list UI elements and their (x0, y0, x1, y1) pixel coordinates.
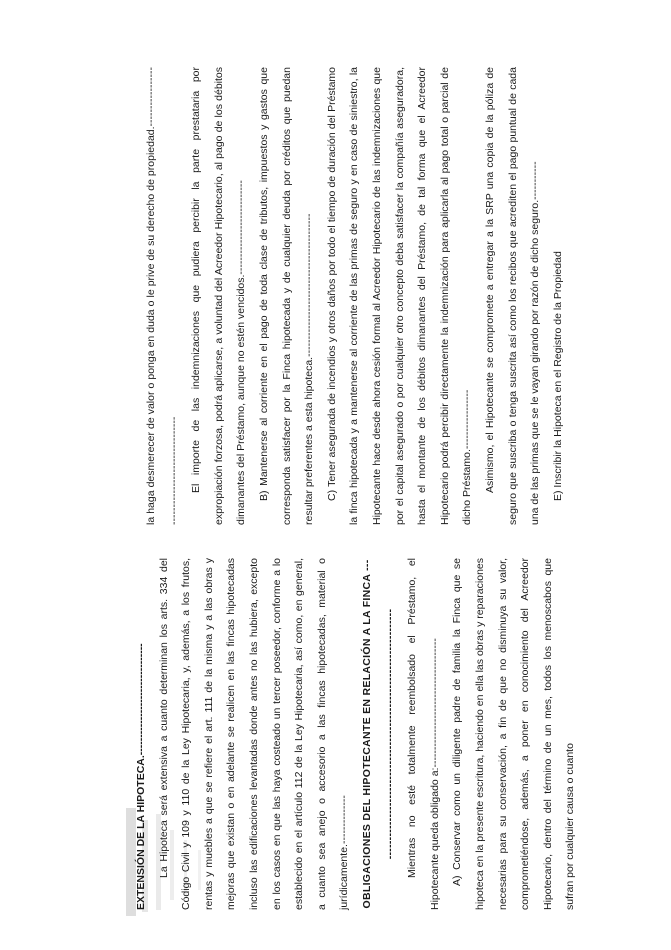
heading-obligations: OBLIGACIONES DEL HIPOTECANTE EN RELACIÓN A LA FINCA --------------------------------------------------------------------- (360, 559, 396, 909)
right-text-column (140, 67, 569, 525)
paragraph-item-c: C) Tener asegurada de incendios y otros daños por todo el tiempo de duración del Préstamo la finca hipotecada y a mantenerse al corriente de las primas de seguro y en caso de siniestro, la Hipotecante hace desde ahora cesión formal al Acreedor Hipotecario de las indemnizaciones que por el capital asegurado o por cualquier otro concepto deba satisfacer la compañía aseguradora, hasta el montante de los débitos dimanantes del Préstamo, de tal forma que el Acreedor Hipotecario podrá percibir directamente la indemnización para aplicarla al pago total o parcial de dicho Préstamo.----------------- (325, 67, 474, 525)
rotated-document-body (0, 50, 671, 950)
paragraph-item-a: A) Conservar como un diligente padre de familia la Finca que se hipoteca en la presente escritura, haciendo en ella las obras y reparaciones necesarias para su conservación, a fin de que no disminuya su valor, comprometiéndose, además, a poner en conocimiento del Acreedor Hipotecario, dentro del término de un mes, todos los menoscabos que sufran por cualquier causa o cuanto (451, 558, 577, 910)
paragraph-indemnizaciones: El importe de las indemnizaciones que pudiera percibir la parte prestataria por expropiación forzosa, podrá aplicarse, a voluntad del Acreedor Hipotecario, al pago de los débitos dimanantes del Préstamo, aunque no estén vencidos.--------------------------- (190, 67, 248, 525)
paragraph-item-b: B) Mantenerse al corriente en el pago de toda clase de tributos, impuestos y gastos que corresponda satisfacer por la Finca hipotecada y de cualquier deuda por créditos que puedan resultar preferentes a esta hipoteca.----------------------------------------- (257, 67, 316, 525)
paragraph-asimismo: Asimismo, el Hipotecante se compromete a entregar a la SRP una copia de la póliza de seguro que suscriba o tenga suscrita así como los recibos que acrediten el pago puntual de cada una de las primas que se le vayan girando por razón de dicho seguro.----------- (483, 67, 542, 525)
heading-extension: EXTENSIÓN DE LA HIPOTECA.-------------------------------- (135, 643, 147, 910)
left-text-column (130, 558, 582, 910)
paragraph-extension: La Hipoteca será extensiva a cuanto determinan los arts. 334 del Código Civil y 109 y 110 de la Ley Hipotecaria, y, además, a los frutos, rentas y muebles a que se refiere el art. 111 de la misma y a las obras y mejoras que existan o en adelante se realicen en las fincas hipotecadas incluso las edificaciones levantadas donde antes no las hubiera, excepto en los casos en que las haya costeado un tercer poseedor, conforme a lo establecido en el artículo 112 de la Ley Hipotecaria, así como, en general, a cuanto sea anejo o accesorio a las fincas hipotecadas, material o jurídicamente.-------------- (157, 558, 351, 910)
paragraph-continuation: la haga desmerecer de valor o ponga en duda o le prive de su derecho de propiedad.------------------------------------------------ (145, 67, 180, 525)
paragraph-item-e: E) Inscribir la Hipoteca en el Registro de la Propiedad (551, 251, 564, 501)
paragraph-obligations-intro: Mientras no esté totalmente reembolsado el Préstamo, el Hipotecante queda obligado a:------------------------------------- (406, 558, 441, 910)
